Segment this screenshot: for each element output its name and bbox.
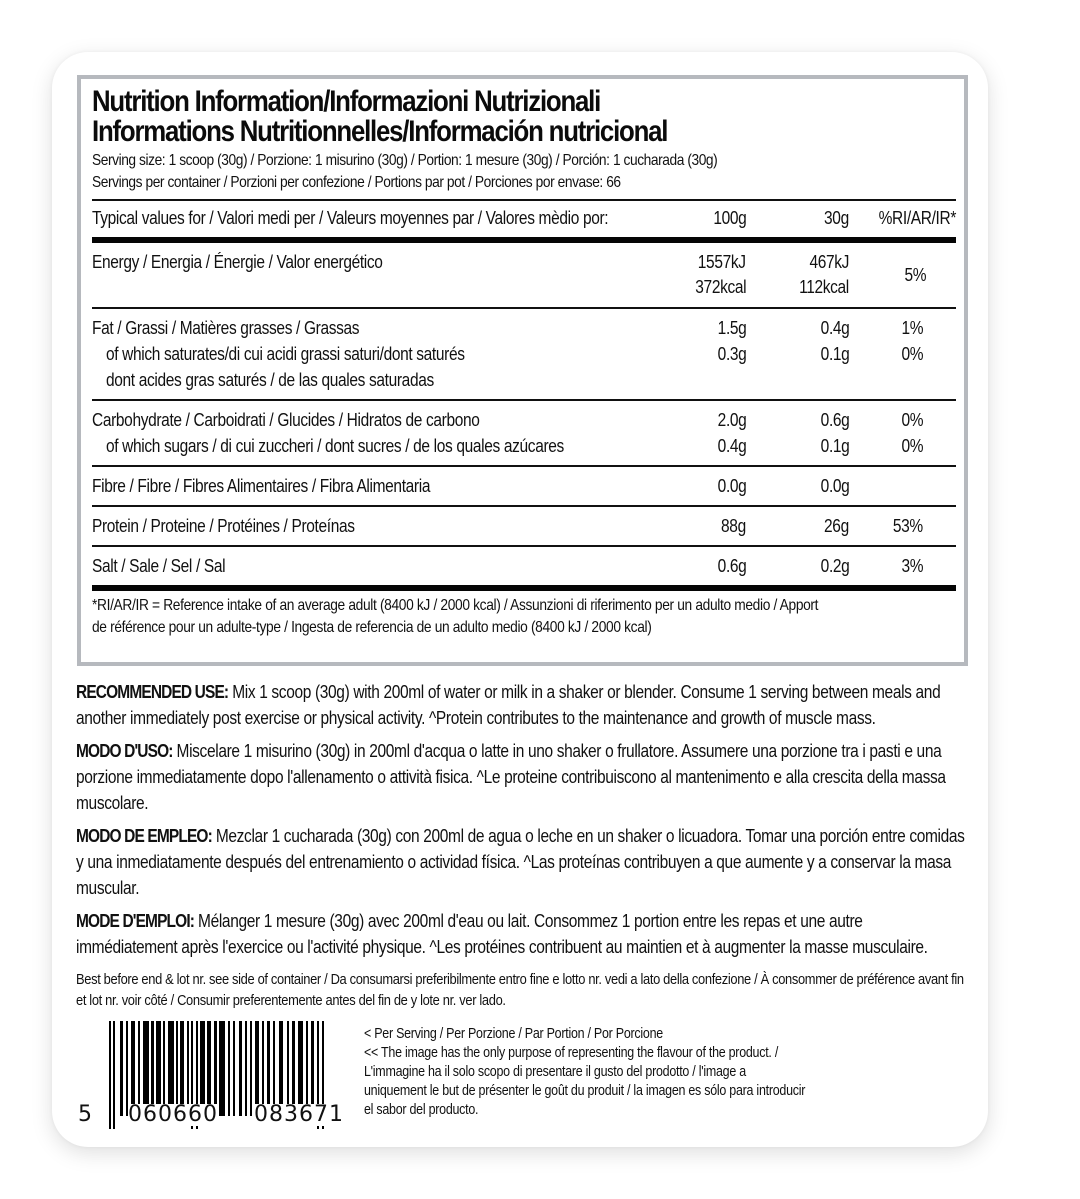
fibre-label: Fibre / Fibre / Fibres Alimentaires / Fibra Alimentaria [92, 476, 431, 496]
saturates-100g: 0.3g [717, 344, 746, 364]
salt-100g: 0.6g [717, 556, 746, 576]
usage-text: Mélanger 1 mesure (30g) avec 200ml d'eau ou lait. Consommez 1 portion entre les repas et une autre immédiatement après l'exercice ou l'activité physique. ^Les protéines contribuent au maintien et à augmenter la masse musculaire. [76, 911, 928, 957]
ri-footnote [92, 595, 835, 639]
barcode-bar [228, 1021, 230, 1116]
carbohydrate-ri: 0% [901, 410, 923, 430]
note-line: < Per Serving / Per Porzione / Par Portion / Por Porcione [364, 1026, 663, 1042]
header-label: Typical values for / Valori medi per / Valeurs moyennes par / Valores mèdio por: [92, 208, 609, 228]
title-line-1: Nutrition Information/Informazioni Nutrizionali [92, 85, 601, 118]
barcode-bar [250, 1021, 252, 1116]
fat-30g: 0.4g [820, 318, 849, 338]
carbohydrate-100g: 2.0g [717, 410, 746, 430]
usage-text: Mix 1 scoop (30g) with 200ml of water or milk in a shaker or blender. Consume 1 serving between meals and another immediately post exercise or physical activity. ^Protein contributes to the maintenance and growth of muscle mass. [76, 682, 941, 728]
sugars-30g: 0.1g [820, 436, 849, 456]
ri-footnote-line-1: *RI/AR/IR = Reference intake of an average adult (8400 kJ / 2000 kcal) / Assunzioni di riferimento per un adulto medio / Apport [92, 597, 819, 614]
table-header-row [92, 201, 956, 237]
sugars-100g: 0.4g [717, 436, 746, 456]
usage-heading: MODE D'EMPLOI: [76, 911, 195, 931]
serving-size: Serving size: 1 scoop (30g) / Porzione: 1 misurino (30g) / Portion: 1 mesure (30g) / Porción: 1 cucharada (30g) [92, 152, 718, 169]
sugars-label: of which sugars / di cui zuccheri / dont sucres / de los quales azúcares [106, 436, 564, 456]
salt-label: Salt / Sale / Sel / Sal [92, 556, 226, 576]
protein-100g: 88g [721, 516, 746, 536]
energy-30g-kj: 467kJ [809, 252, 849, 272]
table-row-fat [92, 309, 956, 399]
carbohydrate-label: Carbohydrate / Carboidrati / Glucides / Hidratos de carbono [92, 410, 480, 430]
fibre-100g: 0.0g [717, 476, 746, 496]
saturates-label-1: of which saturates/di cui acidi grassi saturi/dont saturés [106, 344, 465, 364]
best-before-note: Best before end & lot nr. see side of container / Da consumarsi preferibilmente entro fine e lotto nr. vedi a lato della confezione / À consommer de préférence avant fin et lot nr. voir côté / Consumir preferentemente antes del fin de y lote nr. ver lado. [76, 971, 964, 1009]
energy-label: Energy / Energia / Énergie / Valor energético [92, 252, 383, 272]
servings-per-container: Servings per container / Porzioni per confezione / Portions par pot / Porciones por envase: 66 [92, 174, 621, 191]
usage-heading: MODO DE EMPLEO: [76, 826, 212, 846]
barcode-bar [219, 1021, 225, 1116]
table-row-energy [92, 243, 956, 307]
carbohydrate-30g: 0.6g [820, 410, 849, 430]
header-100g: 100g [712, 208, 746, 228]
protein-label: Protein / Proteine / Protéines / Proteínas [92, 516, 355, 536]
barcode-right-group: 083671 [254, 1102, 344, 1127]
fat-100g: 1.5g [717, 318, 746, 338]
usage-spanish [76, 823, 966, 901]
barcode [78, 1021, 348, 1131]
title-line-2: Informations Nutritionnelles/Información nutricional [92, 115, 668, 148]
usage-french [76, 908, 966, 960]
energy-ri: 5% [904, 265, 926, 285]
energy-30g-kcal: 112kcal [799, 277, 849, 297]
salt-ri: 3% [901, 556, 923, 576]
protein-ri: 53% [893, 516, 923, 536]
table-row-fibre [92, 467, 956, 505]
note-line: uniquement le but de présenter le goût du produit / la imagen es sólo para introducir [364, 1083, 806, 1099]
saturates-label-2: dont acides gras saturés / de las quales saturadas [106, 370, 434, 390]
barcode-left-group: 060660 [128, 1102, 218, 1127]
note-line: << The image has the only purpose of representing the flavour of the product. / [364, 1045, 779, 1061]
usage-english [76, 679, 966, 731]
saturates-30g: 0.1g [820, 344, 849, 364]
barcode-bar [113, 1021, 115, 1129]
barcode-bar [245, 1021, 247, 1116]
note-line: el sabor del producto. [364, 1102, 479, 1118]
table-bottom-thick-rule [92, 585, 956, 591]
usage-heading: MODO D'USO: [76, 741, 173, 761]
usage-text: Mezclar 1 cucharada (30g) con 200ml de agua o leche en un shaker o licuadora. Tomar una porción entre comidas y una inmediatamente después del entrenamiento o actividad física. ^Las proteínas contribuyen a que aumente y a conservar la masa muscular. [76, 826, 965, 898]
table-row-salt [92, 547, 956, 585]
usage-heading: RECOMMENDED USE: [76, 682, 229, 702]
note-line: L'immagine ha il solo scopo di presentare il gusto del prodotto / l'image a [364, 1064, 746, 1080]
fibre-30g: 0.0g [820, 476, 849, 496]
usage-text: Miscelare 1 misurino (30g) in 200ml d'acqua o latte in uno shaker o frullatore. Assumere una porzione tra i pasti e una porzione immediatamente dopo l'allenamento o attività fisica. ^Le proteine contribuiscono al mantenimento e alla crescita della massa muscolare. [76, 741, 946, 813]
sugars-ri: 0% [901, 436, 923, 456]
usage-instructions [76, 679, 966, 967]
ri-footnote-line-2: de référence pour un adulte-type / Ingesta de referencia de un adulto medio (8400 kJ / 2000 kcal) [92, 619, 652, 636]
nutrition-information-box [77, 75, 968, 666]
barcode-first-digit: 5 [78, 1102, 93, 1127]
energy-100g-kcal: 372kcal [695, 277, 746, 297]
protein-30g: 26g [824, 516, 849, 536]
nutrition-label-card [52, 52, 988, 1147]
table-row-carbohydrate [92, 401, 956, 465]
table-row-protein [92, 507, 956, 545]
fat-ri: 1% [901, 318, 923, 338]
energy-100g-kj: 1557kJ [698, 252, 746, 272]
nutrition-table [92, 199, 956, 639]
salt-30g: 0.2g [820, 556, 849, 576]
usage-italian [76, 738, 966, 816]
barcode-bar [239, 1021, 242, 1116]
barcode-bar [109, 1021, 111, 1129]
header-ri: %RI/AR/IR* [878, 208, 956, 228]
barcode-bar [233, 1021, 235, 1116]
barcode-bar [120, 1021, 123, 1116]
fat-label: Fat / Grassi / Matières grasses / Grassas [92, 318, 360, 338]
saturates-ri: 0% [901, 344, 923, 364]
image-notes [364, 1025, 880, 1120]
header-30g: 30g [824, 208, 849, 228]
